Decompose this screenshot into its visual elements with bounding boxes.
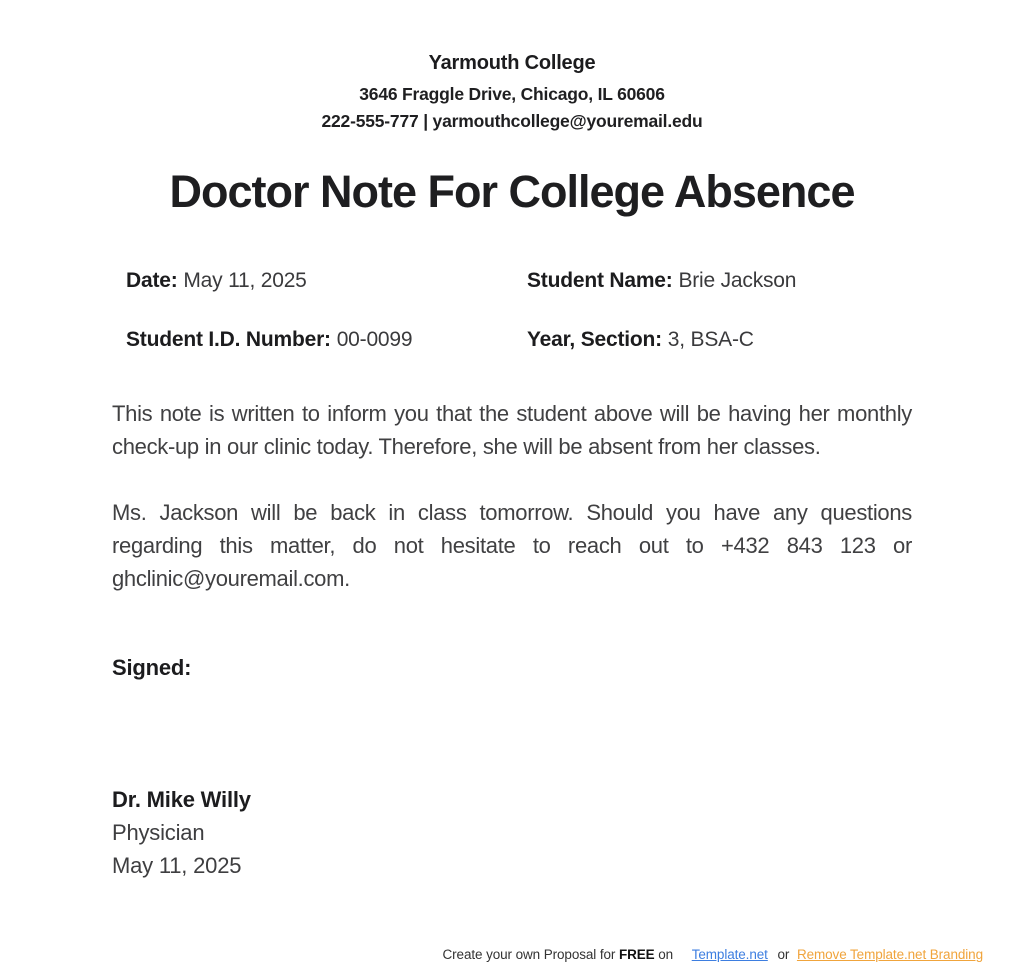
page-title: Doctor Note For College Absence [169, 166, 855, 217]
field-student-name [527, 269, 1024, 292]
field-student-id-label: Student I.D. Number: [126, 328, 331, 352]
organization-contact: 222-555-777 | yarmouthcollege@youremail.edu [321, 111, 703, 131]
signature-date: May 11, 2025 [112, 853, 242, 879]
signed-label: Signed: [112, 655, 192, 681]
branding-footer [443, 947, 984, 962]
branding-prefix: Create your own Proposal for [442, 947, 616, 962]
field-student-id [126, 328, 527, 351]
organization-name: Yarmouth College [428, 52, 596, 74]
field-student-name-label: Student Name: [527, 269, 673, 293]
branding-on-word: on [658, 947, 674, 962]
field-student-name-value: Brie Jackson [678, 269, 797, 293]
letterhead [0, 0, 1024, 132]
note-paragraph-2: Ms. Jackson will be back in class tomorrow. Should you have any questions regarding this matter, do not hesitate to reach out to +432 843 123 or ghclinic@youremail.com. [112, 500, 912, 592]
field-date-label: Date: [126, 269, 178, 293]
field-date-value: May 11, 2025 [183, 269, 307, 293]
field-student-id-value: 00-0099 [336, 328, 413, 352]
student-info-fields [126, 269, 1024, 351]
field-year-section-value: 3, BSA-C [667, 328, 754, 352]
note-paragraph-1: This note is written to inform you that the student above will be having her monthly check-up in our clinic today. Therefore, she will be absent from her classes. [112, 401, 912, 460]
branding-or-word: or [777, 947, 790, 962]
signer-name: Dr. Mike Willy [112, 787, 251, 813]
organization-address: 3646 Fraggle Drive, Chicago, IL 60606 [359, 84, 665, 104]
template-net-link[interactable]: Template.net [691, 947, 768, 962]
field-year-section-label: Year, Section: [527, 328, 662, 352]
branding-free-word: FREE [618, 947, 655, 962]
field-date [126, 269, 527, 292]
signer-role: Physician [112, 820, 205, 846]
note-body [112, 397, 912, 595]
signature-block [112, 783, 1024, 882]
remove-branding-link[interactable]: Remove Template.net Branding [796, 947, 983, 962]
field-year-section [527, 328, 1024, 351]
